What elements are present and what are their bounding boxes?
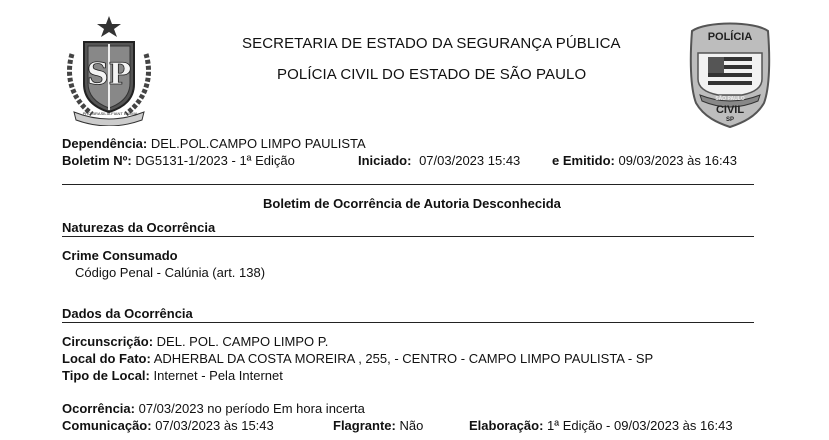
- emitido-row: [552, 153, 737, 168]
- tipo-local-value: Internet - Pela Internet: [153, 368, 283, 383]
- naturezas-heading: Naturezas da Ocorrência: [62, 220, 216, 235]
- iniciado-row: [358, 153, 520, 168]
- flagrante-label: Flagrante:: [333, 418, 396, 433]
- boletim-row: [62, 153, 295, 168]
- tipo-local-row: [62, 368, 283, 383]
- seal-ribbon-text: PRO BRASILIA FIANT EXIMIA: [82, 111, 138, 116]
- badge-bottom-small: SP: [725, 117, 734, 123]
- divider-dados: [62, 322, 754, 323]
- badge-middle-text: SÃO PAULO: [715, 96, 745, 102]
- ocorrencia-value: 07/03/2023 no período Em hora incerta: [138, 401, 365, 416]
- iniciado-label: Iniciado:: [358, 153, 412, 168]
- comunicacao-label: Comunicação:: [62, 418, 152, 433]
- elaboracao-label: Elaboração:: [469, 418, 544, 433]
- crime-label: Crime Consumado: [62, 248, 178, 263]
- seal-emblem-icon: [58, 14, 160, 126]
- local-fato-value: ADHERBAL DA COSTA MOREIRA , 255, - CENTRO - CAMPO LIMPO PAULISTA - SP: [153, 351, 654, 366]
- boletim-label: Boletim Nº:: [62, 153, 132, 168]
- dados-heading: Dados da Ocorrência: [62, 306, 193, 321]
- badge-top-text: POLÍCIA: [707, 31, 753, 43]
- ocorrencia-row: [62, 401, 365, 416]
- document-title: Boletim de Ocorrência de Autoria Desconhecida: [263, 196, 561, 211]
- divider-top: [62, 184, 754, 185]
- flagrante-value: Não: [399, 418, 424, 433]
- header-policia-civil: POLÍCIA CIVIL DO ESTADO DE SÃO PAULO: [277, 66, 587, 83]
- badge-bottom-text: CIVIL: [715, 104, 745, 116]
- dependencia-value: DEL.POL.CAMPO LIMPO PAULISTA: [150, 136, 366, 151]
- emitido-value: 09/03/2023 às 16:43: [618, 153, 738, 168]
- local-fato-row: [62, 351, 653, 366]
- flagrante-row: [333, 418, 423, 433]
- circunscricao-label: Circunscrição:: [62, 334, 154, 349]
- tipo-local-label: Tipo de Local:: [62, 368, 150, 383]
- iniciado-value: 07/03/2023 15:43: [419, 153, 521, 168]
- dependencia-label: Dependência:: [62, 136, 148, 151]
- boletim-value: DG5131-1/2023 - 1ª Edição: [135, 153, 295, 168]
- policia-civil-badge: [686, 17, 774, 129]
- elaboracao-value: 1ª Edição - 09/03/2023 às 16:43: [547, 418, 733, 433]
- ocorrencia-label: Ocorrência:: [62, 401, 135, 416]
- circunscricao-row: [62, 334, 328, 349]
- elaboracao-row: [469, 418, 733, 433]
- svg-text:SP: SP: [86, 57, 132, 92]
- crime-value: Código Penal - Calúnia (art. 138): [75, 265, 266, 280]
- dependencia-row: [62, 136, 366, 151]
- comunicacao-row: [62, 418, 274, 433]
- emitido-label: e Emitido:: [552, 153, 615, 168]
- local-fato-label: Local do Fato:: [62, 351, 151, 366]
- sao-paulo-state-seal: [58, 14, 160, 126]
- header-secretaria: SECRETARIA DE ESTADO DA SEGURANÇA PÚBLICA: [242, 35, 621, 52]
- divider-naturezas: [62, 236, 754, 237]
- comunicacao-value: 07/03/2023 às 15:43: [155, 418, 274, 433]
- circunscricao-value: DEL. POL. CAMPO LIMPO P.: [156, 334, 329, 349]
